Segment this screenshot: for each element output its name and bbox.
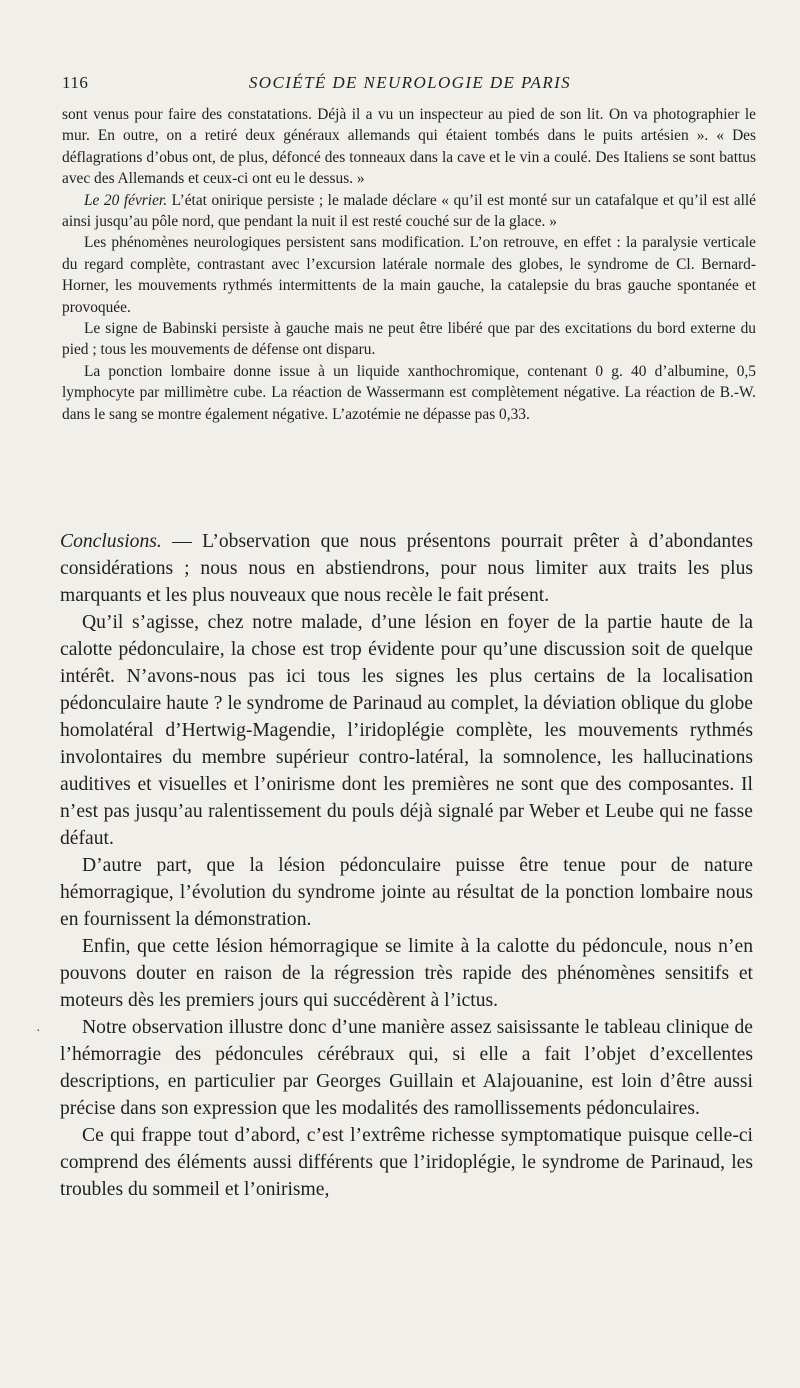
- running-title: SOCIÉTÉ DE NEUROLOGIE DE PARIS: [248, 73, 572, 92]
- paragraph-text: — L’observation que nous présentons pourrait prêter à d’abondantes considérations ; nous nous en abstiendrons, pour nous limiter aux traits les plus marquants et les plus nouveaux que nous recèle le fait présent.: [60, 531, 753, 606]
- margin-mark: ·: [36, 1024, 41, 1039]
- paragraph-text: L’état onirique persiste ; le malade déclare « qu’il est monté sur un catafalque et qu’il est allé ainsi jusqu’au pôle nord, que pendant la nuit il est resté couché sur de la glace. »: [62, 191, 756, 231]
- paragraph: Le signe de Babinski persiste à gauche mais ne peut être libéré que par des excitations du bord externe du pied ; tous les mouvements de défense ont disparu.: [62, 320, 756, 359]
- paragraph: Enfin, que cette lésion hémorragique se limite à la calotte du pédoncule, nous n’en pouvons douter en raison de la régression très rapide des phénomènes sensitifs et moteurs dès les premiers jours qui succédèrent à l’ictus.: [60, 936, 753, 1011]
- paragraph: Les phénomènes neurologiques persistent sans modification. L’on retrouve, en effet : la paralysie verticale du regard complète, contrastant avec l’excursion latérale normale des globes, le syndrome de Cl. Bernard-Horner, les mouvements rythmés intermittents de la main gauche, la catalepsie du bras gauche spontanée et provoquée.: [62, 234, 756, 316]
- paragraph: Qu’il s’agisse, chez notre malade, d’une lésion en foyer de la partie haute de la calotte pédonculaire, la chose est trop évidente pour qu’une discussion soit de quelque intérêt. N’avons-nous pas ici tous les signes les plus certains de la localisation pédonculaire haute ? le syndrome de Parinaud au complet, la déviation oblique du globe homolatéral d’Hertwig-Magendie, l’iridoplégie complète, les mouvements rythmés involontaires du membre supérieur contro-latéral, la somnolence, les hallucinations auditives et visuelles et l’onirisme dont les premières ne sont que des composantes. Il n’est pas jusqu’au ralentissement du pouls déjà signalé par Weber et Leube qui ne fasse défaut.: [60, 612, 753, 849]
- paragraph: La ponction lombaire donne issue à un liquide xanthochromique, contenant 0 g. 40 d’albumine, 0,5 lymphocyte par millimètre cube. La réaction de Wassermann est complètement négative. La réaction de B.-W. dans le sang se montre également négative. L’azotémie ne dépasse pas 0,33.: [62, 362, 756, 423]
- paragraph: [60, 528, 753, 609]
- conclusions-section: [60, 528, 753, 1203]
- paragraph: D’autre part, que la lésion pédonculaire puisse être tenue pour de nature hémorragique, l’évolution du syndrome jointe au résultat de la ponction lombaire nous en fournissent la démonstration.: [60, 855, 753, 930]
- case-report-section: [62, 104, 756, 425]
- page-number: 116: [62, 73, 89, 92]
- page-header: [62, 73, 758, 97]
- paragraph: sont venus pour faire des constatations. Déjà il a vu un inspecteur au pied de son lit. On va photographier le mur. En outre, on a retiré deux généraux allemands qui étaient tombés dans le puits artésien ». « Des déflagrations d’obus ont, de plus, défoncé des tonneaux dans la cave et le vin a coulé. Des Italiens se sont battus avec des Allemands et ceux-ci ont eu le dessus. »: [62, 106, 756, 188]
- paragraph: Ce qui frappe tout d’abord, c’est l’extrême richesse symptomatique puisque celle-ci comprend des éléments aussi différents que l’iridoplégie, le syndrome de Parinaud, les troubles du sommeil et l’onirisme,: [60, 1125, 753, 1200]
- section-label: Conclusions.: [60, 531, 162, 552]
- paragraph: [62, 190, 756, 233]
- date-label: Le 20 février.: [84, 191, 168, 209]
- paragraph: Notre observation illustre donc d’une manière assez saisissante le tableau clinique de l’hémorragie des pédoncules cérébraux qui, si elle a fait l’objet d’excellentes descriptions, en particulier par Georges Guillain et Alajouanine, est loin d’être aussi précise dans son expression que les modalités des ramollissements pédonculaires.: [60, 1017, 753, 1119]
